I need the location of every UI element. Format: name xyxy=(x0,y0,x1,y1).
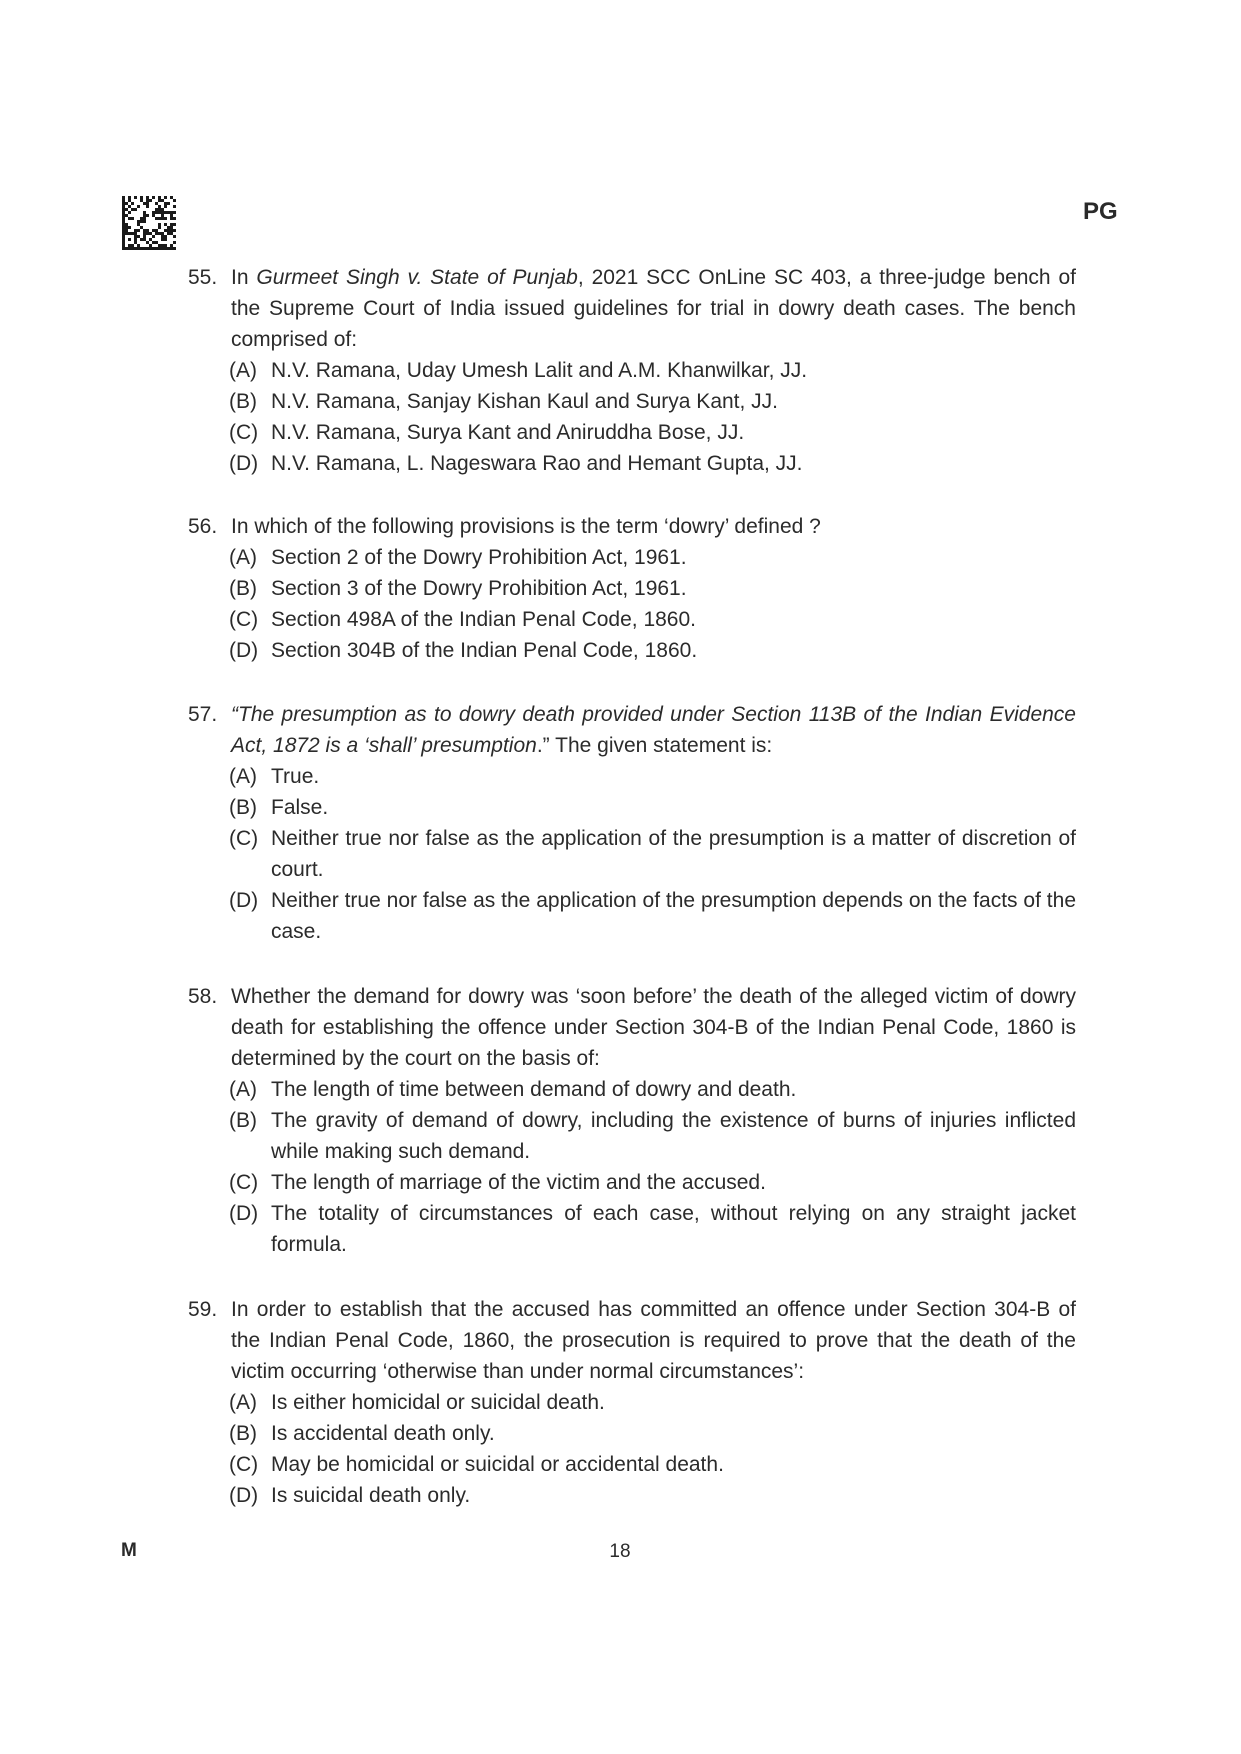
question-1 xyxy=(188,262,1076,479)
option-text: N.V. Ramana, Surya Kant and Aniruddha Bose, JJ. xyxy=(271,421,745,444)
option-label: (B) xyxy=(229,796,257,819)
option-text: The totality of circumstances of each case, without relying on any straight jacket formula. xyxy=(271,1202,1076,1256)
option-text: May be homicidal or suicidal or accidental death. xyxy=(271,1453,724,1476)
question-stem xyxy=(188,1294,1076,1387)
question-stem xyxy=(188,511,1076,542)
question-text: In order to establish that the accused has committed an offence under Section 304-B of the Indian Penal Code, 1860, the prosecution is required to prove that the death of the victim occurring ‘otherwise than under normal circumstances’: xyxy=(231,1298,1076,1383)
option-text: N.V. Ramana, L. Nageswara Rao and Hemant Gupta, JJ. xyxy=(271,452,803,475)
option-a xyxy=(188,355,1076,386)
option-label: (A) xyxy=(229,359,257,382)
option-text: Is suicidal death only. xyxy=(271,1484,471,1507)
option-label: (A) xyxy=(229,1078,257,1101)
option-label: (B) xyxy=(229,1109,257,1132)
option-text: The length of marriage of the victim and the accused. xyxy=(271,1171,766,1194)
question-3 xyxy=(188,699,1076,947)
option-c xyxy=(188,823,1076,885)
option-text: True. xyxy=(271,765,320,788)
option-b xyxy=(188,1105,1076,1167)
option-a xyxy=(188,1387,1076,1418)
option-b xyxy=(188,386,1076,417)
option-d xyxy=(188,1198,1076,1260)
page-number: 18 xyxy=(609,1541,631,1562)
option-text: Is accidental death only. xyxy=(271,1422,495,1445)
question-text: Whether the demand for dowry was ‘soon before’ the death of the alleged victim of dowry death for establishing the offence under Section 304-B of the Indian Penal Code, 1860 is determined by the court on the basis of: xyxy=(231,985,1076,1070)
question-text-italic: Gurmeet Singh v. State of Punjab xyxy=(256,266,578,289)
question-text-italic: “The presumption as to dowry death provided under Section 113B of the Indian Evidence Act, 1872 is a ‘shall’ presumption xyxy=(231,703,1076,757)
option-label: (A) xyxy=(229,765,257,788)
question-number: 57. xyxy=(188,703,218,726)
paper-code: PG xyxy=(1083,198,1118,225)
option-c xyxy=(188,1167,1076,1198)
option-label: (D) xyxy=(229,452,259,475)
option-text: Neither true nor false as the application of the presumption depends on the facts of the case. xyxy=(271,889,1076,943)
option-b xyxy=(188,792,1076,823)
option-d xyxy=(188,635,1076,666)
question-number: 55. xyxy=(188,266,218,289)
question-number: 59. xyxy=(188,1298,218,1321)
option-label: (C) xyxy=(229,421,259,444)
question-text: , 2021 SCC OnLine SC 403, a three-judge bench of the Supreme Court of India issued guidelines for trial in dowry death cases. The bench comprised of: xyxy=(231,266,1076,351)
question-number: 58. xyxy=(188,985,218,1008)
question-number: 56. xyxy=(188,515,218,538)
question-stem xyxy=(188,699,1076,761)
option-label: (D) xyxy=(229,889,259,912)
option-list xyxy=(188,542,1076,666)
option-text: The gravity of demand of dowry, including the existence of burns of injuries inflicted while making such demand. xyxy=(271,1109,1076,1163)
option-d xyxy=(188,448,1076,479)
option-label: (C) xyxy=(229,827,259,850)
option-list xyxy=(188,1387,1076,1511)
option-text: Section 304B of the Indian Penal Code, 1860. xyxy=(271,639,698,662)
qr-code-icon xyxy=(122,196,176,250)
option-label: (D) xyxy=(229,1202,259,1225)
question-text: .” The given statement is: xyxy=(536,734,773,757)
option-list xyxy=(188,355,1076,479)
question-2 xyxy=(188,511,1076,666)
option-label: (C) xyxy=(229,1171,259,1194)
option-text: False. xyxy=(271,796,329,819)
option-label: (C) xyxy=(229,608,259,631)
option-text: Section 498A of the Indian Penal Code, 1860. xyxy=(271,608,696,631)
question-text: In which of the following provisions is the term ‘dowry’ defined ? xyxy=(231,515,821,538)
option-text: The length of time between demand of dowry and death. xyxy=(271,1078,797,1101)
question-text: In xyxy=(231,266,257,289)
option-text: N.V. Ramana, Uday Umesh Lalit and A.M. Khanwilkar, JJ. xyxy=(271,359,808,382)
option-list xyxy=(188,761,1076,947)
option-a xyxy=(188,761,1076,792)
option-text: Neither true nor false as the application of the presumption is a matter of discretion of court. xyxy=(271,827,1076,881)
series-letter: M xyxy=(121,1540,137,1561)
option-label: (D) xyxy=(229,639,259,662)
question-stem xyxy=(188,981,1076,1074)
option-label: (C) xyxy=(229,1453,259,1476)
question-5 xyxy=(188,1294,1076,1511)
option-list xyxy=(188,1074,1076,1260)
option-text: Section 2 of the Dowry Prohibition Act, 1961. xyxy=(271,546,687,569)
option-d xyxy=(188,885,1076,947)
option-label: (A) xyxy=(229,1391,257,1414)
question-stem xyxy=(188,262,1076,355)
option-c xyxy=(188,1449,1076,1480)
option-b xyxy=(188,573,1076,604)
option-text: Section 3 of the Dowry Prohibition Act, 1961. xyxy=(271,577,687,600)
option-text: N.V. Ramana, Sanjay Kishan Kaul and Surya Kant, JJ. xyxy=(271,390,779,413)
option-c xyxy=(188,604,1076,635)
option-a xyxy=(188,542,1076,573)
option-b xyxy=(188,1418,1076,1449)
option-label: (B) xyxy=(229,1422,257,1445)
option-label: (B) xyxy=(229,390,257,413)
option-label: (B) xyxy=(229,577,257,600)
question-4 xyxy=(188,981,1076,1260)
option-label: (A) xyxy=(229,546,257,569)
option-text: Is either homicidal or suicidal death. xyxy=(271,1391,605,1414)
option-a xyxy=(188,1074,1076,1105)
option-c xyxy=(188,417,1076,448)
option-label: (D) xyxy=(229,1484,259,1507)
option-d xyxy=(188,1480,1076,1511)
